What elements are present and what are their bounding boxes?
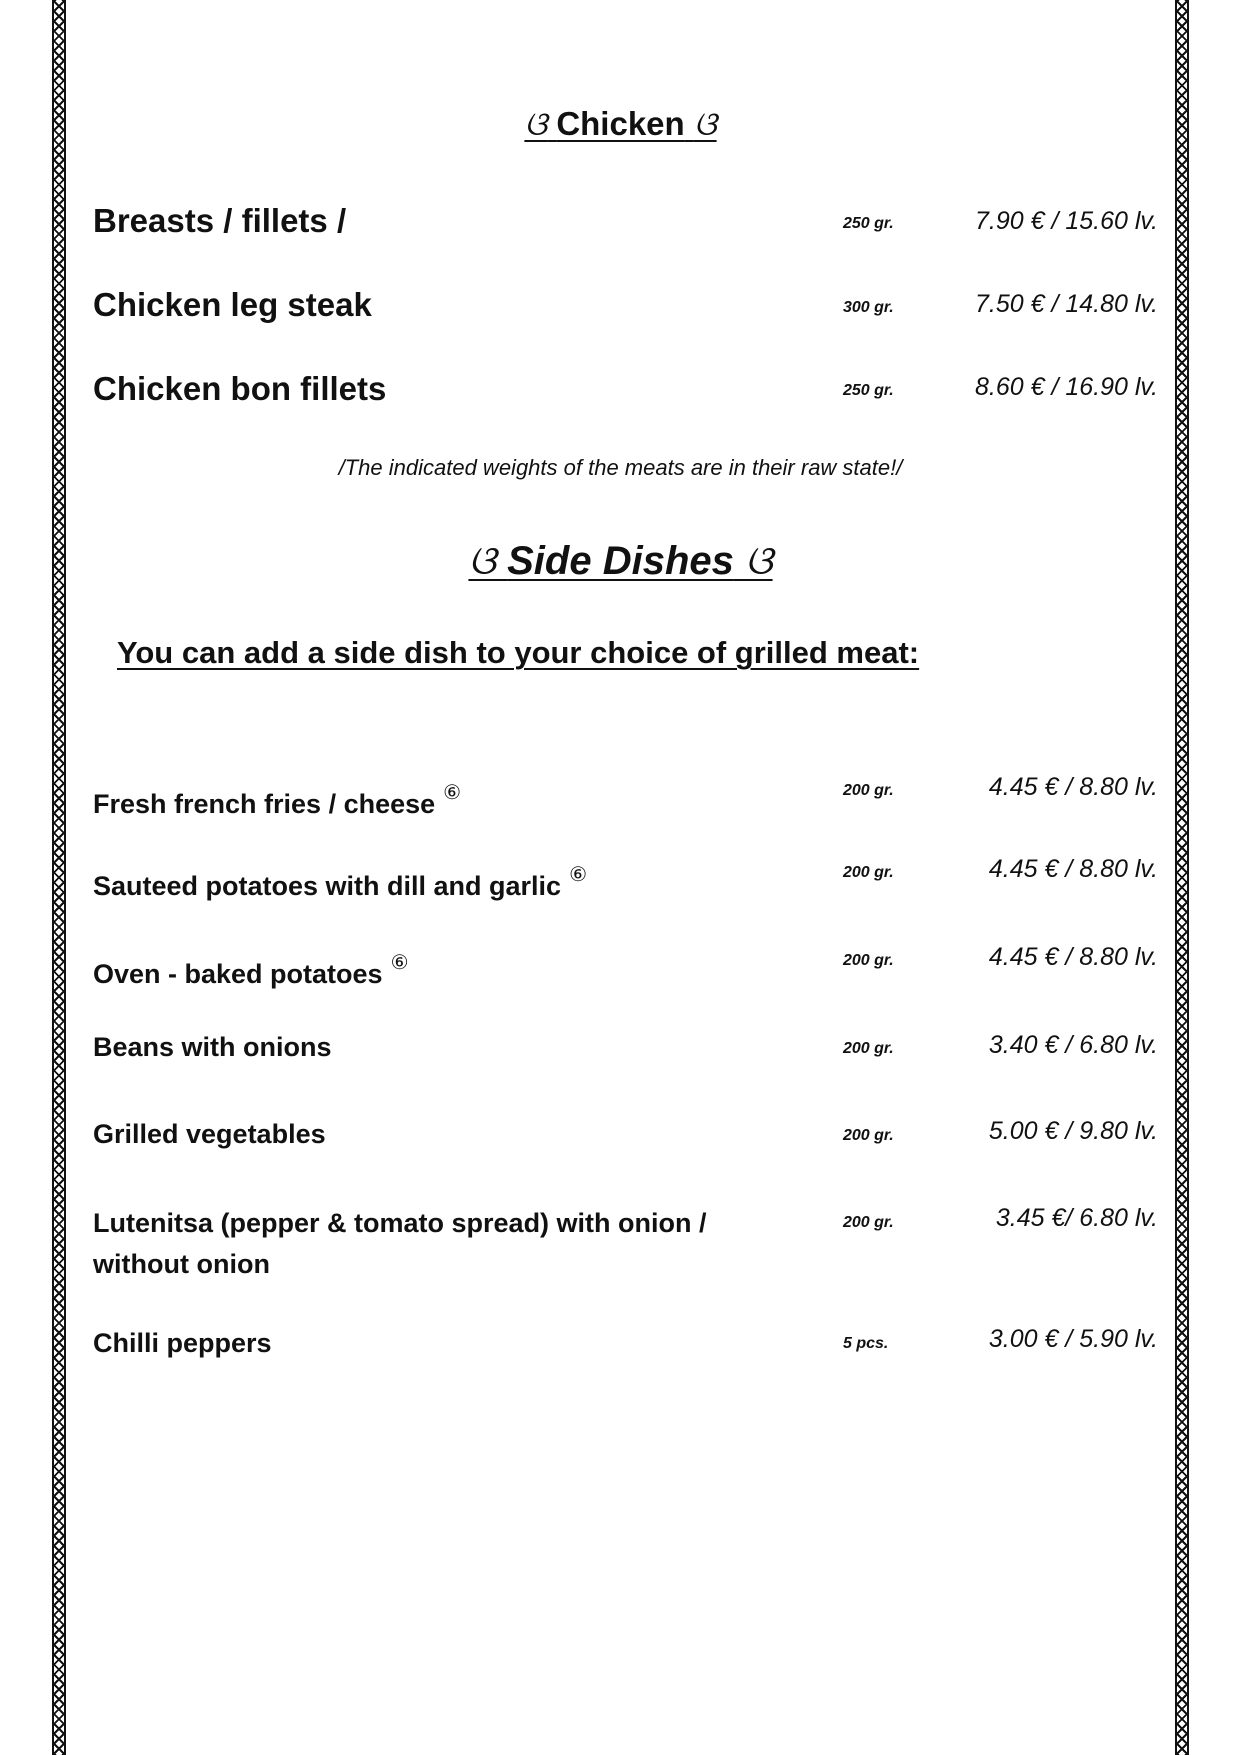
chicken-section-title: ଓ Chicken ଓ (524, 104, 717, 143)
menu-item-name: Sauteed potatoes with dill and garlic (93, 871, 562, 901)
menu-item-weight: 5 pcs. (843, 1335, 889, 1352)
menu-item (93, 854, 793, 907)
decorative-border-right (1175, 0, 1189, 1755)
menu-item-name: Lutenitsa (pepper & tomato spread) with onion / without onion (93, 1208, 707, 1279)
decorative-border-left (52, 0, 66, 1755)
menu-item-price: 3.00 € / 5.90 lv. (988, 1325, 1158, 1353)
menu-item-price: 3.45 €/ 6.80 lv. (995, 1204, 1158, 1232)
ornament-left-icon: ଓ (524, 104, 548, 143)
side-dishes-section-title: ଓ Side Dishes ଓ (468, 538, 773, 584)
menu-item-price: 3.40 € / 6.80 lv. (988, 1031, 1158, 1059)
menu-item-price: 8.60 € / 16.90 lv. (975, 373, 1158, 401)
menu-item-name: Chilli peppers (93, 1328, 272, 1358)
menu-item-weight: 200 gr. (843, 1127, 894, 1144)
menu-item-weight: 200 gr. (843, 1214, 894, 1231)
menu-item (93, 942, 793, 995)
menu-item-price: 4.45 € / 8.80 lv. (988, 855, 1158, 883)
allergen-icon: ⑥ (390, 950, 409, 974)
menu-item-price: 7.90 € / 15.60 lv. (975, 207, 1158, 235)
menu-item-price: 7.50 € / 14.80 lv. (975, 290, 1158, 318)
menu-item-name: Beans with onions (93, 1032, 332, 1062)
weights-note: /The indicated weights of the meats are in their raw state!/ (338, 455, 903, 480)
allergen-icon: ⑥ (569, 862, 588, 886)
menu-item-price: 4.45 € / 8.80 lv. (988, 943, 1158, 971)
ornament-right-icon: ଓ (745, 538, 773, 584)
menu-item-name: Grilled vegetables (93, 1119, 326, 1149)
menu-item-weight: 250 gr. (843, 215, 894, 232)
menu-item-name: Fresh french fries / cheese (93, 789, 436, 819)
menu-item-price: 5.00 € / 9.80 lv. (988, 1117, 1158, 1145)
menu-item-weight: 300 gr. (843, 299, 894, 316)
menu-item-price: 4.45 € / 8.80 lv. (988, 773, 1158, 801)
menu-item-weight: 200 gr. (843, 1040, 894, 1057)
menu-item-name: Oven - baked potatoes (93, 959, 383, 989)
menu-item-weight: 200 gr. (843, 952, 894, 969)
menu-item (93, 772, 793, 825)
menu-item-name: Chicken leg steak (93, 286, 372, 323)
side-dishes-subtitle: You can add a side dish to your choice of grilled meat: (117, 635, 920, 670)
menu-item-weight: 200 gr. (843, 864, 894, 881)
menu-item-name: Breasts / fillets / (93, 202, 347, 239)
ornament-right-icon: ଓ (693, 104, 717, 143)
menu-item-weight: 200 gr. (843, 782, 894, 799)
menu-item-name: Chicken bon fillets (93, 370, 387, 407)
allergen-icon: ⑥ (443, 780, 462, 804)
ornament-left-icon: ଓ (468, 538, 496, 584)
menu-item-weight: 250 gr. (843, 382, 894, 399)
